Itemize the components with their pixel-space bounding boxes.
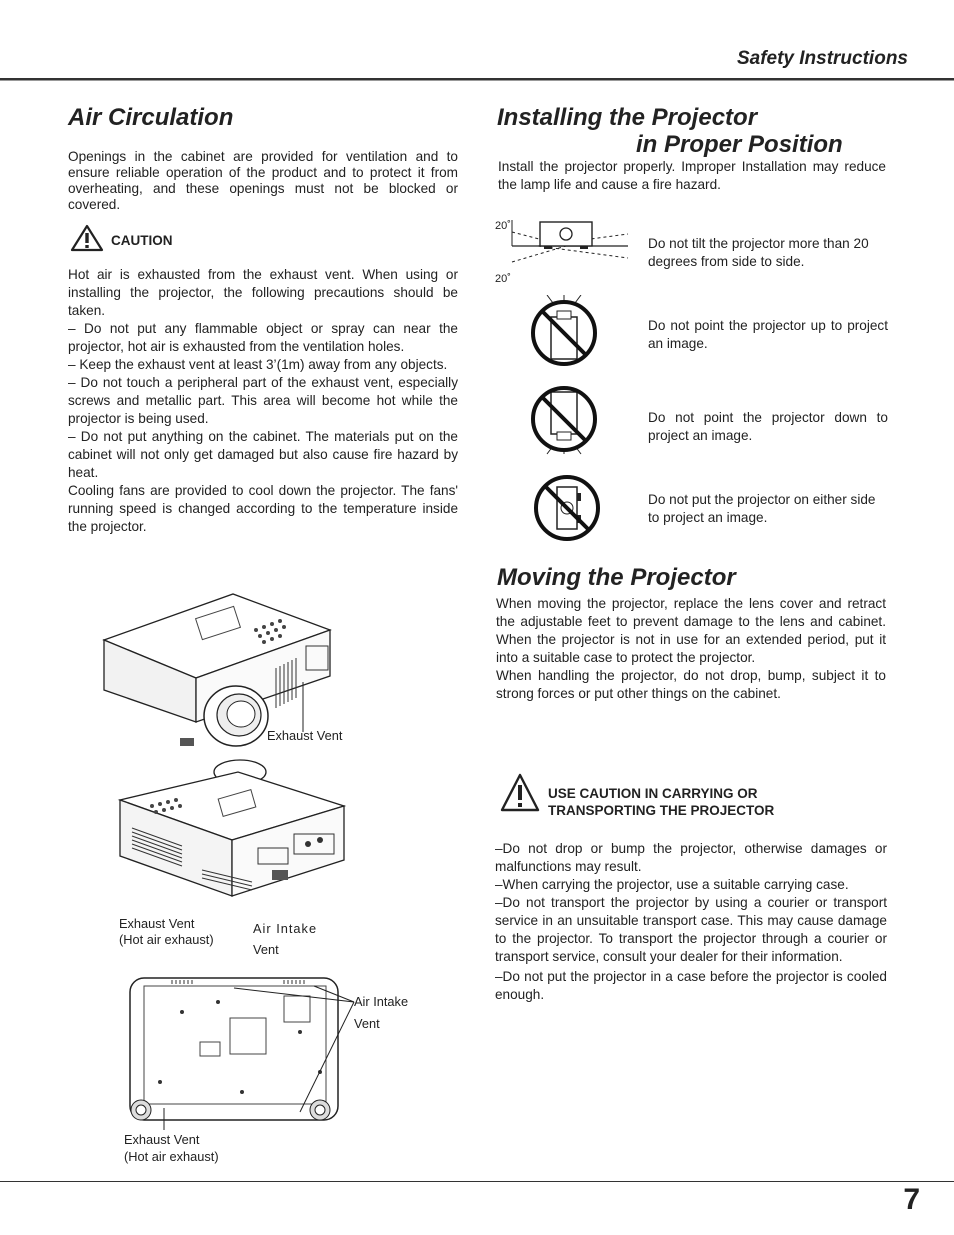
install-item-text: Do not put the projector on either side to project an image. [648,492,876,525]
page-number: 7 [903,1183,920,1216]
transport-caution-line1: USE CAUTION IN CARRYING OR [548,786,758,801]
paragraph: Cooling fans are provided to cool down the projector. The fans' running speed is changed according to the temperature inside the projector. [68,483,458,534]
transport-caution-line2: TRANSPORTING THE PROJECTOR [548,803,775,818]
paragraph: – Do not put any flammable object or spray can near the projector, hot air is exhausted from the ventilation holes. [68,321,458,354]
list-item: –Do not put the projector in a case before the projector is cooled enough. [495,969,887,1002]
install-item-text: Do not point the projector up to project an image. [648,318,888,351]
caution-icon [500,773,540,813]
no-side-icon [532,473,602,543]
paragraph: Hot air is exhausted from the exhaust vent. When using or installing the projector, the following precautions should be taken. [68,267,458,318]
moving-body [496,595,886,703]
no-point-up-icon [529,295,599,367]
moving-heading: Moving the Projector [497,564,736,591]
installing-heading-line1: Installing the Projector [497,104,758,131]
installing-heading-line2: in Proper Position [636,131,843,158]
paragraph: When moving the projector, replace the lens cover and retract the adjustable feet to prevent damage to the lens and cabinet. When the projector is not in use for an extended period, put it into a suitable case to protect the projector. [496,596,886,665]
hot-air-label-2: (Hot air exhaust) [119,932,214,947]
projector-bottom-illustration [124,972,364,1132]
list-item: –Do not drop or bump the projector, otherwise damages or malfunctions may result. [495,841,887,874]
tilt-limit-icon [508,216,632,268]
air-intake-label-2b: Vent [253,942,279,957]
installing-intro: Install the projector properly. Improper Installation may reduce the lamp life and cause a fire hazard. [498,159,886,192]
paragraph: – Do not put anything on the cabinet. The materials put on the cabinet will not only get damaged but also cause fire hazard by heat. [68,429,458,480]
paragraph: When handling the projector, do not drop, bump, subject it to strong forces or put other things on the cabinet. [496,668,886,701]
caution-label: CAUTION [111,233,173,248]
exhaust-vent-label-1: Exhaust Vent [267,728,343,743]
air-intake-label-3a: Air Intake [354,994,409,1009]
header-rule [0,78,954,81]
air-circulation-body [68,266,458,536]
hot-air-label-3: (Hot air exhaust) [124,1149,219,1164]
section-title: Safety Instructions [736,48,908,69]
exhaust-vent-label-2: Exhaust Vent [119,916,195,931]
install-item-text: Do not point the projector down to project an image. [648,410,888,443]
projector-front-illustration [98,590,338,750]
air-intake-label-2a: Air Intake [253,921,318,936]
caution-icon [70,224,104,252]
footer-rule [0,1181,954,1182]
air-circulation-heading: Air Circulation [68,104,234,131]
tilt-angle-top: 20˚ [495,220,511,232]
paragraph: – Do not touch a peripheral part of the exhaust vent, especially screws and metallic part. This area will become hot while the projector is being used. [68,375,458,426]
no-point-down-icon [529,384,599,456]
projector-rear-illustration [112,758,352,908]
paragraph: – Keep the exhaust vent at least 3’(1m) away from any objects. [68,357,448,372]
tilt-angle-bottom: 20˚ [495,273,511,285]
list-item: –When carrying the projector, use a suitable carrying case. [495,877,849,892]
transport-bullets [495,840,887,1004]
air-intake-label-3b: Vent [354,1016,380,1031]
list-item: –Do not transport the projector by using a courier or transport service in an unsuitable transport case. This may cause damage to the projector. To transport the projector through a courier or transport service, consult your dealer for their information. [495,895,887,964]
install-item-text: Do not tilt the projector more than 20 degrees from side to side. [648,236,869,269]
exhaust-vent-label-3: Exhaust Vent [124,1132,200,1147]
air-circulation-intro: Openings in the cabinet are provided for ventilation and to ensure reliable operation of the product and to protect it from overheating, and these openings must not be blocked or covered. [68,149,458,212]
